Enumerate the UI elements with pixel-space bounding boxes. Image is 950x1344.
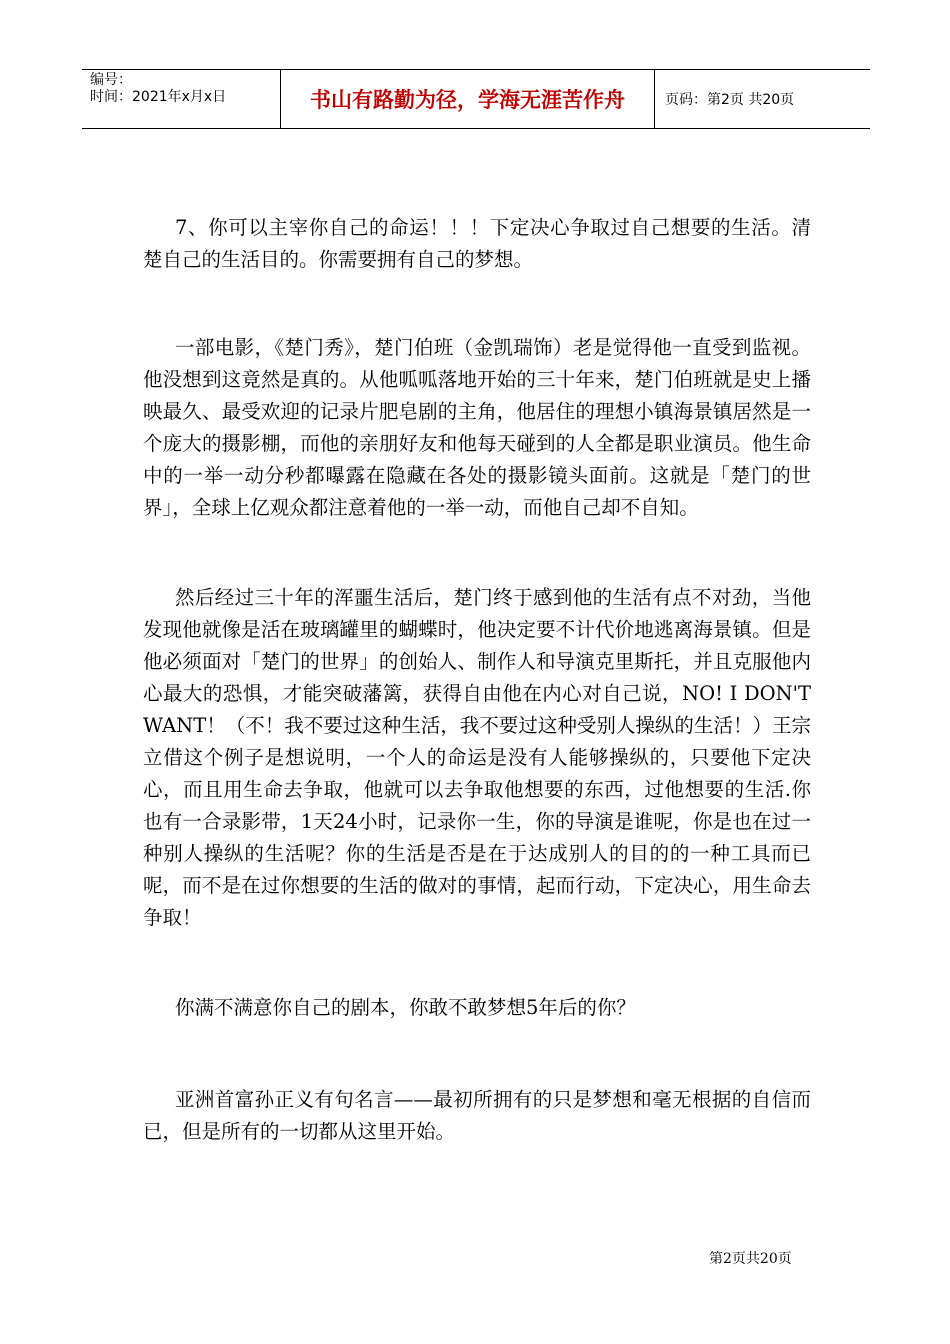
paragraph-1: 7、你可以主宰你自己的命运！！！下定决心争取过自己想要的生活。清楚自己的生活目的。你需要拥有自己的梦想。 [143, 216, 811, 271]
document-body [143, 212, 811, 1148]
paragraph-4: 你满不满意你自己的剧本，你敢不敢梦想5年后的你？ [175, 996, 636, 1019]
time-label: 时间：2021年x月x日 [90, 89, 227, 105]
page-header [82, 69, 870, 129]
header-motto: 书山有路勤为径，学海无涯苦作舟 [281, 70, 655, 128]
paragraph-3: 然后经过三十年的浑噩生活后，楚门终于感到他的生活有点不对劲，当他发现他就像是活在玻璃罐里的蝴蝶时，他决定要不计代价地逃离海景镇。但是他必须面对「楚门的世界」的创始人、制作人和导演克里斯托，并且克服他内心最大的恐惧，才能突破藩篱，获得自由他在内心对自己说，NO! I DON'T WANT！（不！我不要过这种生活，我不要过这种受别人操纵的生活！）王宗立借这个例子是想说明，一个人的命运是没有人能够操纵的，只要他下定决心，而且用生命去争取，他就可以去争取他想要的东西，过他想要的生活.你也有一合录影带，1天24小时，记录你一生，你的导演是谁呢，你是也在过一种别人操纵的生活呢？你的生活是否是在于达成别人的目的的一种工具而已呢，而不是在过你想要的生活的做对的事情，起而行动，下定决心，用生命去争取！ [143, 586, 811, 929]
paragraph-5: 亚洲首富孙正义有句名言——最初所拥有的只是梦想和毫无根据的自信而已，但是所有的一切都从这里开始。 [143, 1088, 811, 1143]
paragraph-2: 一部电影，《楚门秀》，楚门伯班（金凯瑞饰）老是觉得他一直受到监视。他没想到这竟然是真的。从他呱呱落地开始的三十年来，楚门伯班就是史上播映最久、最受欢迎的记录片肥皂剧的主角，他居住的理想小镇海景镇居然是一个庞大的摄影棚，而他的亲朋好友和他每天碰到的人全都是职业演员。他生命中的一举一动分秒都曝露在隐藏在各处的摄影镜头面前。这就是「楚门的世界」，全球上亿观众都注意着他的一举一动，而他自己却不自知。 [143, 336, 811, 519]
number-label: 编号： [90, 72, 132, 88]
page-footer: 第2页共20页 [709, 1251, 792, 1267]
header-page-info: 页码：第2页 共20页 [665, 92, 795, 108]
header-meta [82, 70, 281, 128]
